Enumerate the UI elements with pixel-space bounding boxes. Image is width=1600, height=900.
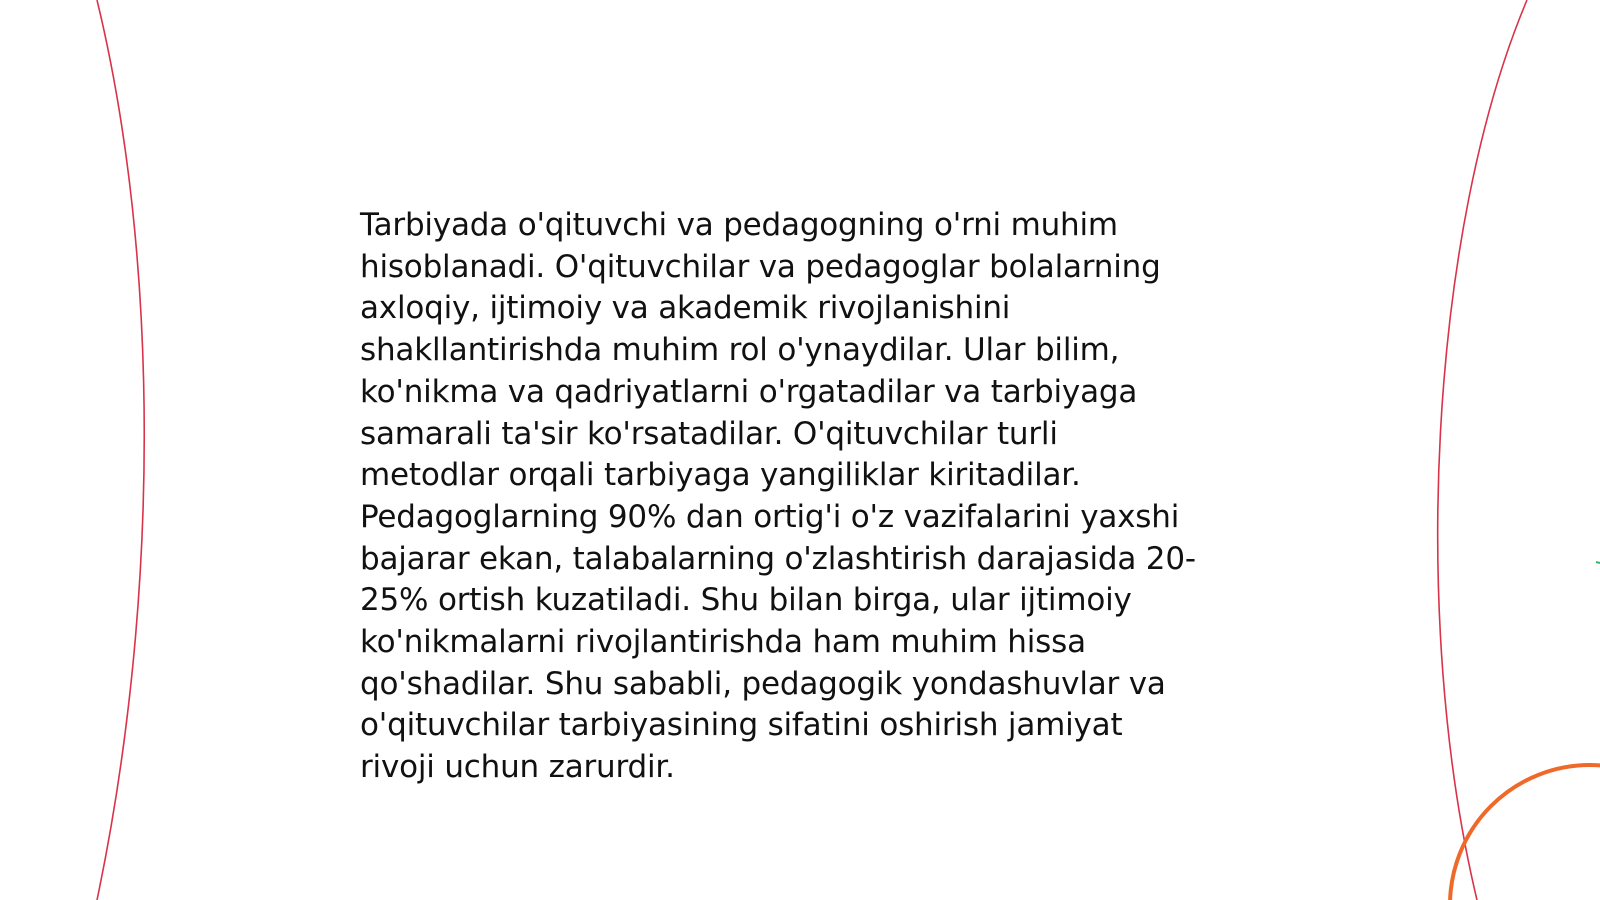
paragraph-line: bajarar ekan, talabalarning o'zlashtirish darajasida 20- [360, 540, 1196, 577]
paragraph-line: ko'nikma va qadriyatlarni o'rgatadilar va tarbiyaga [360, 373, 1138, 410]
body-paragraph [360, 205, 1260, 789]
paragraph-line: hisoblanadi. O'qituvchilar va pedagoglar bolalarning [360, 248, 1161, 285]
paragraph-line: rivoji uchun zarurdir. [360, 749, 675, 786]
left-curve-line [97, 0, 144, 900]
paragraph-line: metodlar orqali tarbiyaga yangiliklar kiritadilar. [360, 457, 1081, 494]
green-tick-mark [1596, 562, 1600, 563]
paragraph-line: o'qituvchilar tarbiyasining sifatini oshirish jamiyat [360, 707, 1123, 744]
paragraph-line: axloqiy, ijtimoiy va akademik rivojlanishini [360, 290, 1011, 327]
paragraph-line: ko'nikmalarni rivojlantirishda ham muhim hissa [360, 624, 1086, 661]
paragraph-line: 25% ortish kuzatiladi. Shu bilan birga, ular ijtimoiy [360, 582, 1132, 619]
paragraph-line: qo'shadilar. Shu sababli, pedagogik yondashuvlar va [360, 665, 1166, 702]
paragraph-line: Pedagoglarning 90% dan ortig'i o'z vazifalarini yaxshi [360, 498, 1180, 535]
paragraph-line: samarali ta'sir ko'rsatadilar. O'qituvchilar turli [360, 415, 1058, 452]
paragraph-line: shakllantirishda muhim rol o'ynaydilar. Ular bilim, [360, 332, 1120, 369]
paragraph-line: Tarbiyada o'qituvchi va pedagogning o'rni muhim [360, 207, 1118, 243]
right-curve-line [1438, 0, 1527, 900]
